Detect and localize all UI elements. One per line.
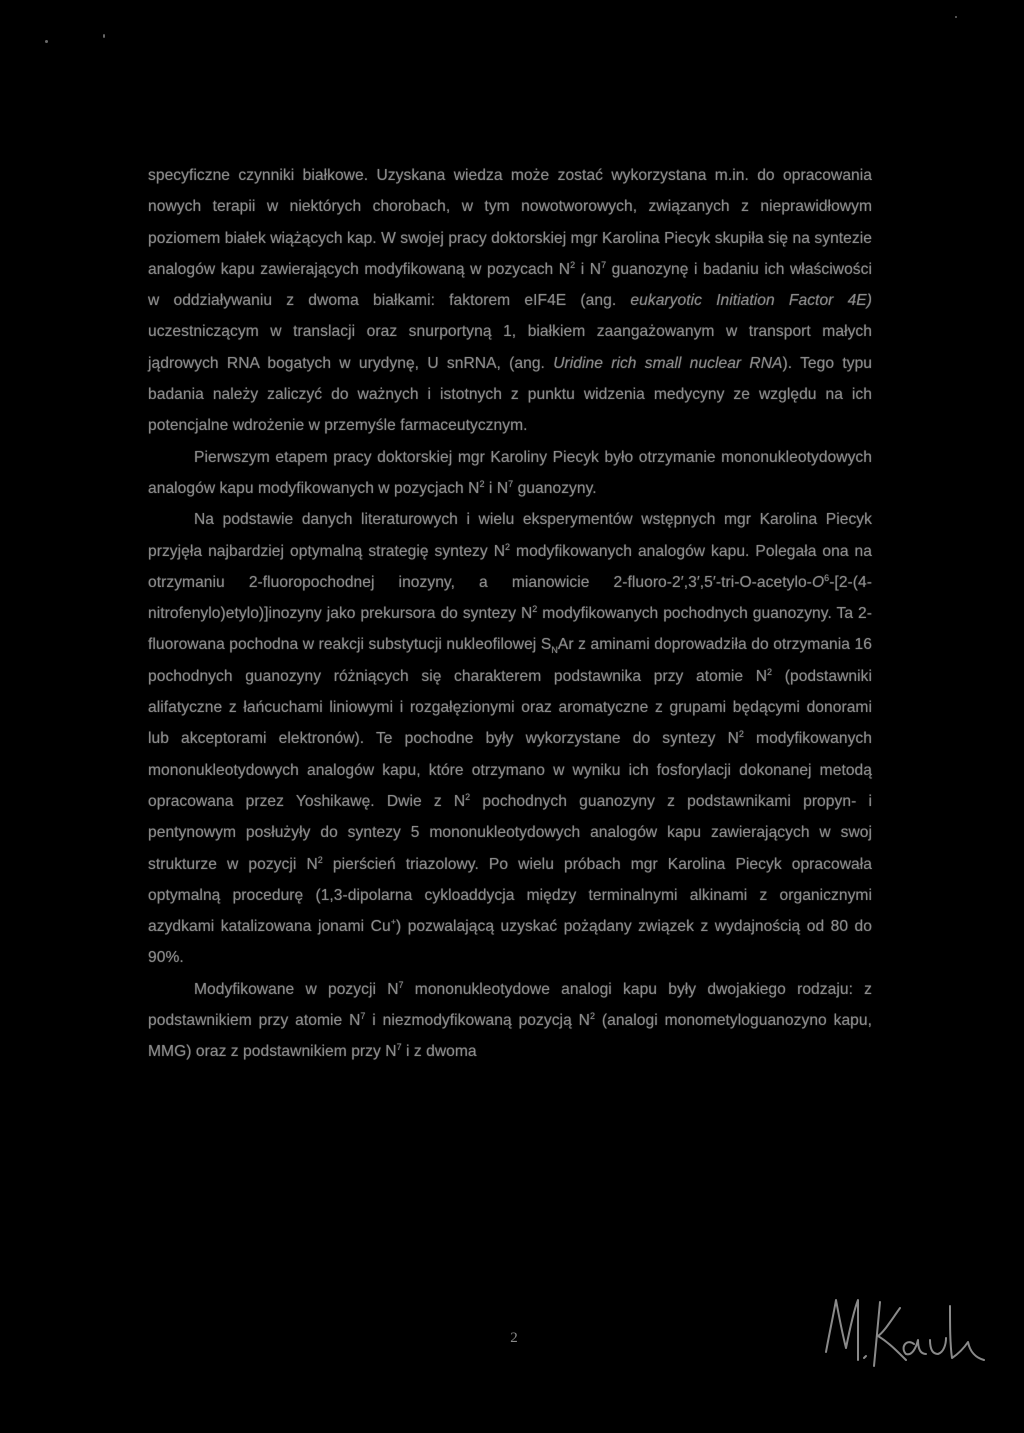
superscript: 2 <box>465 791 471 802</box>
scan-speck <box>45 40 48 43</box>
text-run: guanozynę i badaniu ich właściwości w oddziaływaniu z dwoma białkami: faktorem eIF4E (ang. <box>148 260 872 310</box>
text-run: uczestniczącym w translacji oraz snurportyną 1, białkiem zaangażowanym w transport małych jądrowych RNA bogatych w urydynę, U snRNA, (ang. <box>148 323 872 372</box>
italic-text: eukaryotic Initiation Factor 4E) <box>630 292 872 310</box>
text-run: Ar z aminami doprowadziła do otrzymania 16 pochodnych guanozyny różniących się charakterem podstawnika przy atomie N <box>148 636 872 685</box>
text-run: Na podstawie danych literaturowych i wielu eksperymentów wstępnych mgr Karolina Piecyk przyjęła najbardziej optymalną strategię syntezy N <box>148 511 872 560</box>
paragraph <box>148 160 872 442</box>
handwritten-signature <box>818 1282 988 1392</box>
text-run: -[2-(4-nitrofenylo)etylo)]inozyny jako prekursora do syntezy N <box>148 573 872 623</box>
text-run: i N <box>575 260 602 278</box>
text-run: modyfikowanych pochodnych guanozyny. Ta 2-fluorowana pochodna w reakcji substytucji nukleofilowej S <box>148 605 872 654</box>
text-run: modyfikowanych mononukleotydowych analogów kapu, które otrzymano w wyniku ich fosforylacji dokonanej metodą opracowana przez Yoshikawę. Dwie z N <box>148 730 873 810</box>
text-run: modyfikowanych analogów kapu. Polegała ona na otrzymaniu 2-fluoropochodnej inozyny, a mianowicie 2-fluoro-2′,3′,5′-tri-O-acetylo- <box>148 542 872 591</box>
superscript: 7 <box>360 1010 366 1021</box>
text-run: guanozyny. <box>513 479 597 497</box>
superscript: 7 <box>601 259 607 270</box>
superscript: 2 <box>570 259 576 270</box>
superscript: 2 <box>589 1010 596 1021</box>
text-run: (podstawniki alifatyczne z łańcuchami liniowymi i rozgałęzionymi oraz aromatyczne z grupami będącymi donorami lub akceptorami elektronów). Te pochodne były wykorzystane do syntezy N <box>148 667 872 748</box>
superscript: 2 <box>317 854 323 865</box>
page-number: 2 <box>510 1330 518 1346</box>
document-body <box>148 160 872 1068</box>
text-run: mononukleotydowe analogi kapu były dwojakiego rodzaju: z podstawnikiem przy atomie N <box>148 980 873 1030</box>
text-run: i N <box>484 479 509 497</box>
text-run: i z dwoma <box>401 1043 477 1061</box>
scan-speck <box>103 34 105 38</box>
superscript: 2 <box>738 729 744 740</box>
text-run: ) pozwalającą uzyskać pożądany związek z wydajnością od 80 do 90%. <box>148 918 872 967</box>
text-run: i niezmodyfikowaną pozycją N <box>365 1012 590 1030</box>
superscript: 7 <box>398 979 404 990</box>
subscript: N <box>551 645 558 656</box>
superscript: 6 <box>824 572 830 583</box>
italic-text: Uridine rich small nuclear RNA <box>553 354 783 372</box>
text-run: pierścień triazolowy. Po wielu próbach mgr Karolina Piecyk opracowała optymalną procedurę (1,3-dipolarna cykloaddycja między terminalnymi alkinami z organicznymi azydkami katalizowana jonami Cu <box>148 855 872 936</box>
text-run: Pierwszym etapem pracy doktorskiej mgr Karoliny Piecyk było otrzymanie mononukleotydowych analogów kapu modyfikowanych w pozycjach N <box>148 448 872 497</box>
paragraph <box>148 442 872 505</box>
superscript: 2 <box>767 666 773 677</box>
paragraph <box>148 974 872 1068</box>
superscript: + <box>390 916 396 927</box>
text-run: (analogi monometyloguanozyno kapu, MMG) oraz z podstawnikiem przy N <box>148 1012 872 1061</box>
scan-speck <box>955 16 957 18</box>
superscript: 7 <box>396 1042 402 1053</box>
superscript: 7 <box>508 478 514 489</box>
italic-text: O <box>811 573 825 591</box>
text-run: specyficzne czynniki białkowe. Uzyskana wiedza może zostać wykorzystana m.in. do opracowania nowych terapii w niektórych chorobach, w tym nowotworowych, związanych z nieprawidłowym poziomem białek wiążących kap. W swojej pracy doktorskiej mgr Karolina Piecyk skupiła się na syntezie analogów kapu zawierających modyfikowaną w pozycach N <box>148 167 872 278</box>
text-run: ). Tego typu badania należy zaliczyć do ważnych i istotnych z punktu widzenia medycyny ze względu na ich potencjalne wdrożenie w przemyśle farmaceutycznym. <box>148 354 873 435</box>
superscript: 2 <box>505 541 511 552</box>
text-run: Modyfikowane w pozycji N <box>194 980 399 998</box>
superscript: 2 <box>532 603 538 614</box>
superscript: 2 <box>479 478 485 489</box>
paragraph <box>148 504 872 973</box>
text-run: pochodnych guanozyny z podstawnikami propyn- i pentynowym posłużyły do syntezy 5 mononukleotydowych analogów kapu zawierających w swoj strukturze w pozycji N <box>148 792 872 873</box>
